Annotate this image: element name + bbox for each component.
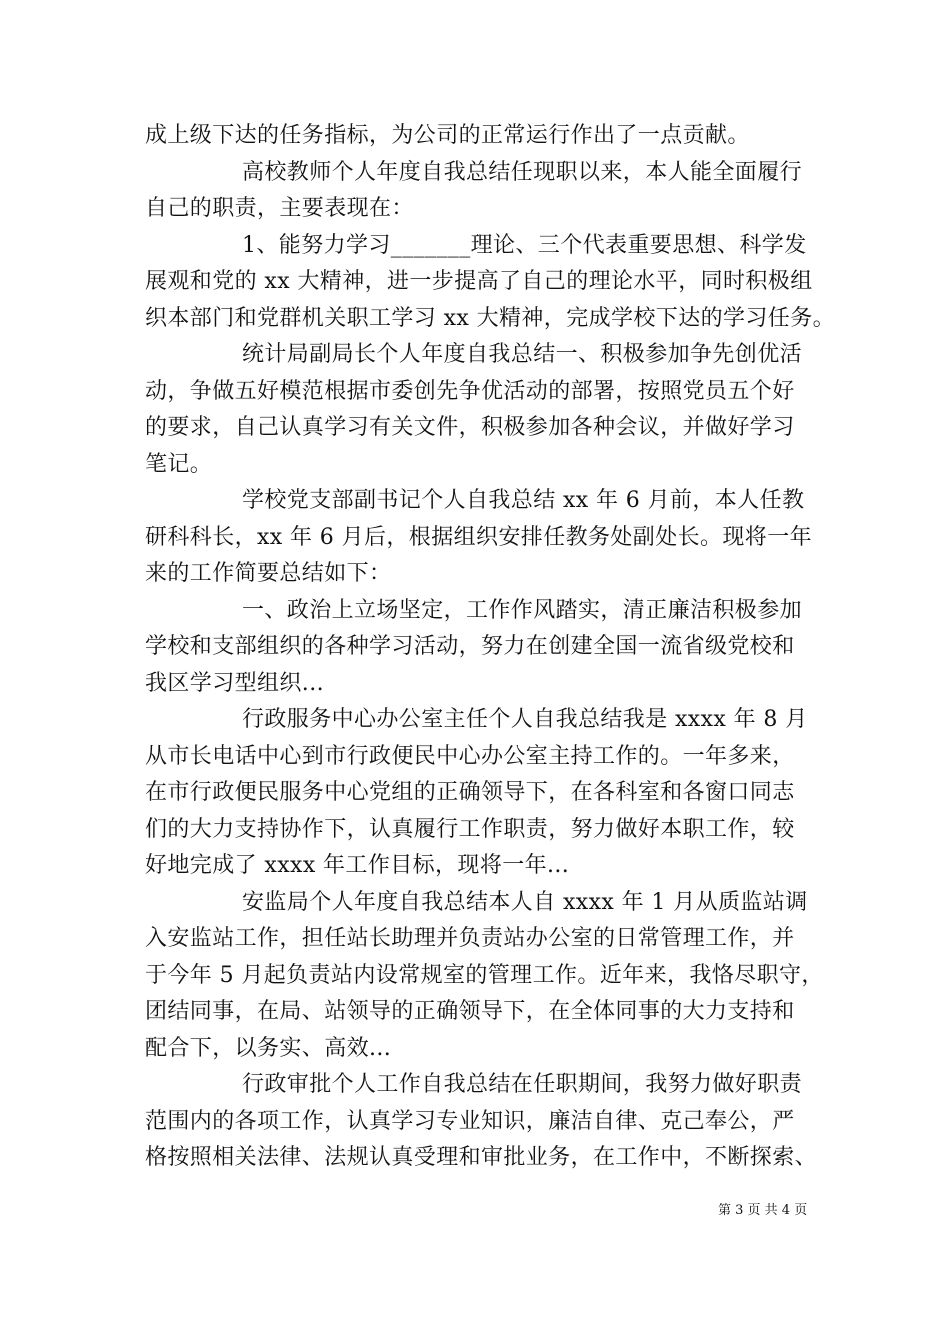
text-line: 学校和支部组织的各种学习活动，努力在创建全国一流省级党校和: [145, 634, 795, 659]
text-line: 展观和党的 xx 大精神，进一步提高了自己的理论水平，同时积极组: [145, 269, 813, 294]
text-line: 动，争做五好模范根据市委创先争优活动的部署，按照党员五个好: [145, 378, 795, 404]
text-line: 一、政治上立场坚定，工作作风踏实，清正廉洁积极参加: [242, 597, 803, 623]
text-line: 学校党支部副书记个人自我总结 xx 年 6 月前，本人任教: [242, 488, 805, 513]
text-line: 于今年 5 月起负责站内设常规室的管理工作。近年来，我恪尽职守，: [145, 962, 824, 988]
text-line: 行政服务中心办公室主任个人自我总结我是 xxxx 年 8 月: [242, 707, 808, 732]
text-line: 统计局副局长个人年度自我总结一、积极参加争先创优活: [242, 342, 803, 367]
text-line: 配合下，以务实、高效...: [145, 1035, 392, 1061]
text-line: 团结同事，在局、站领导的正确领导下，在全体同事的大力支持和: [145, 999, 795, 1024]
text-line: 成上级下达的任务指标，为公司的正常运行作出了一点贡献。: [145, 123, 750, 148]
text-line: 入安监站工作，担任站长助理并负责站办公室的日常管理工作，并: [145, 926, 795, 951]
text-line: 安监局个人年度自我总结本人自 xxxx 年 1 月从质监站调: [242, 889, 808, 915]
text-line: 高校教师个人年度自我总结任现职以来，本人能全面履行: [242, 159, 803, 185]
text-line: 自己的职责，主要表现在：: [145, 196, 414, 221]
page-number: 第 3 页 共 4 页: [718, 1203, 808, 1218]
text-line: 行政审批个人工作自我总结在任职期间，我努力做好职责: [242, 1072, 803, 1097]
text-line: 1、能努力学习_______理论、三个代表重要思想、科学发: [242, 232, 807, 258]
text-line: 笔记。: [145, 451, 213, 477]
text-line: 来的工作简要总结如下：: [145, 561, 392, 586]
text-line: 范围内的各项工作，认真学习专业知识，廉洁自律、克己奉公，严: [145, 1108, 795, 1134]
text-line: 织本部门和党群机关职工学习 xx 大精神，完成学校下达的学习任务。: [145, 305, 836, 331]
text-line: 格按照相关法律、法规认真受理和审批业务，在工作中，不断探索、: [145, 1145, 818, 1170]
text-line: 们的大力支持协作下，认真履行工作职责，努力做好本职工作，较: [145, 816, 795, 842]
text-line: 好地完成了 xxxx 年工作目标，现将一年...: [145, 853, 570, 878]
text-line: 研科科长，xx 年 6 月后，根据组织安排任教务处副处长。现将一年: [145, 524, 812, 550]
text-line: 从市长电话中心到市行政便民中心办公室主持工作的。一年多来，: [145, 743, 795, 769]
document-body: [145, 118, 836, 1177]
text-line: 我区学习型组织...: [145, 670, 324, 696]
text-line: 在市行政便民服务中心党组的正确领导下，在各科室和各窗口同志: [145, 780, 795, 805]
text-line: 的要求，自己认真学习有关文件，积极参加各种会议，并做好学习: [145, 415, 795, 440]
